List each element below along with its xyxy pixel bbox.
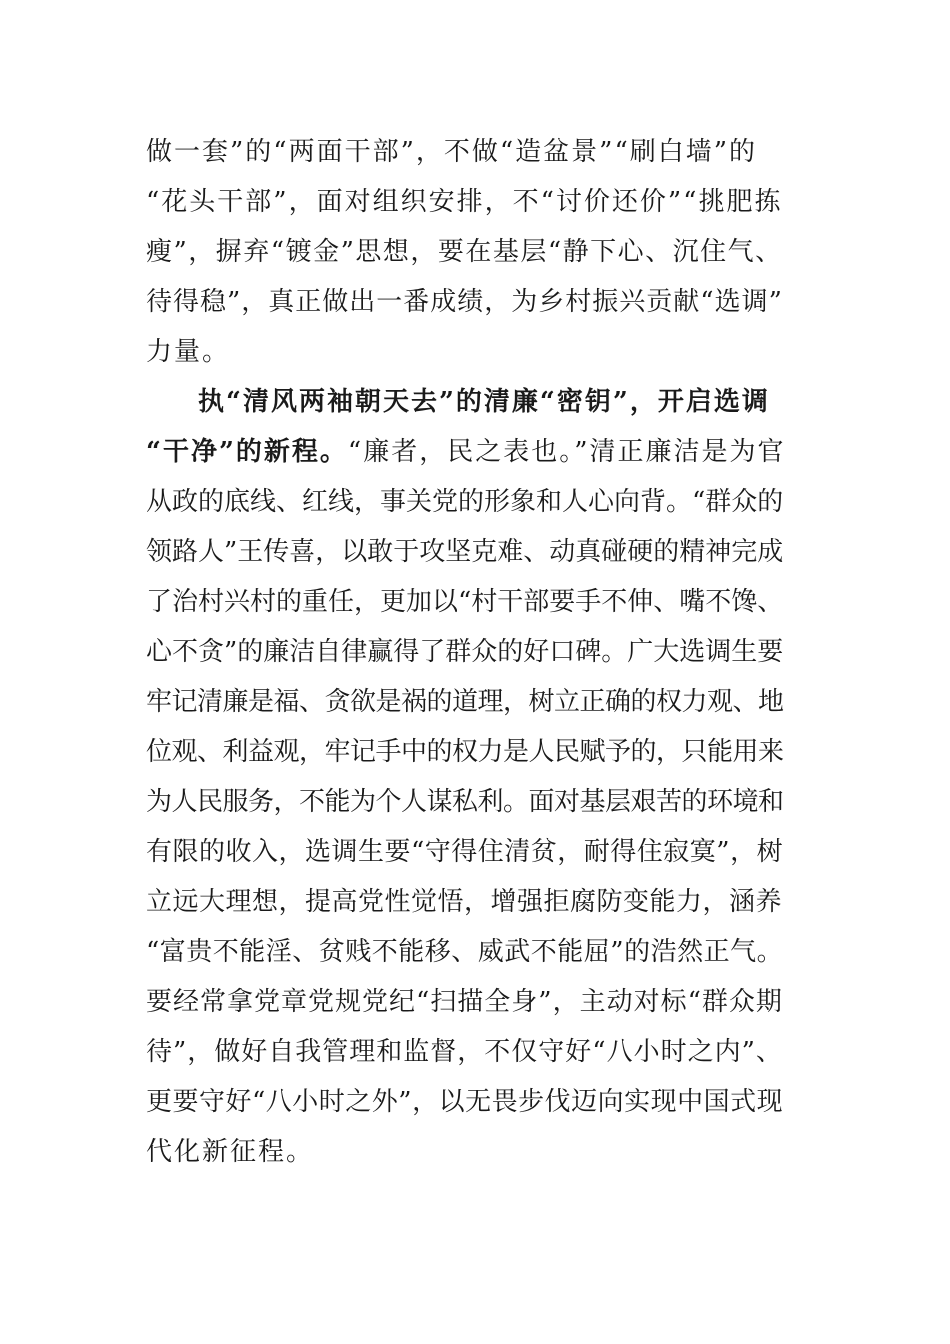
paragraph-2-line-8: 位观、利益观，牢记手中的权力是人民赋予的，只能用来	[146, 737, 784, 767]
paragraph-2-line-5: 了治村兴村的重任，更加以“村干部要手不伸、嘴不馋、	[146, 587, 784, 617]
paragraph-2-line-2-rest: “廉者，民之表也。”清正廉洁是为官	[347, 437, 786, 467]
paragraph-2-heading-line-2: “干净”的新程。	[146, 437, 348, 467]
paragraph-2-line-9: 为人民服务，不能为个人谋私利。面对基层艰苦的环境和	[146, 787, 784, 817]
paragraph-2-line-13: 要经常拿党章党规党纪“扫描全身”，主动对标“群众期	[146, 987, 783, 1017]
paragraph-1-line-4: 待得稳”，真正做出一番成绩，为乡村振兴贡献“选调”	[146, 287, 783, 317]
paragraph-2-line-7: 牢记清廉是福、贪欲是祸的道理，树立正确的权力观、地	[146, 687, 784, 717]
paragraph-1-line-5: 力量。	[146, 337, 231, 367]
paragraph-2-line-2	[146, 432, 786, 472]
paragraph-1-line-2: “花头干部”，面对组织安排，不“讨价还价”“挑肥拣	[146, 187, 783, 217]
paragraph-2-heading-line-1: 执“清风两袖朝天去”的清廉“密钥”，开启选调	[198, 387, 770, 417]
paragraph-2-line-4: 领路人”王传喜，以敢于攻坚克难、动真碰硬的精神完成	[146, 537, 784, 567]
paragraph-2-line-14: 待”，做好自我管理和监督，不仅守好“八小时之内”、	[146, 1037, 783, 1067]
paragraph-1-line-3: 瘦”，摒弃“镀金”思想，要在基层“静下心、沉住气、	[146, 237, 783, 267]
paragraph-2-line-12: “富贵不能淫、贫贱不能移、威武不能屈”的浩然正气。	[146, 937, 784, 967]
paragraph-2-line-16: 代化新征程。	[146, 1137, 315, 1167]
paragraph-2-line-11: 立远大理想，提高党性觉悟，增强拒腐防变能力，涵养	[146, 887, 783, 917]
paragraph-1-line-1: 做一套”的“两面干部”，不做“造盆景”“刷白墙”的	[146, 137, 758, 167]
paragraph-2-line-15: 更要守好“八小时之外”，以无畏步伐迈向实现中国式现	[146, 1087, 784, 1117]
paragraph-2-line-6: 心不贪”的廉洁自律赢得了群众的好口碑。广大选调生要	[146, 637, 784, 667]
paragraph-2-line-3: 从政的底线、红线，事关党的形象和人心向背。“群众的	[146, 487, 784, 517]
paragraph-2-line-10: 有限的收入，选调生要“守得住清贫，耐得住寂寞”，树	[146, 837, 784, 867]
